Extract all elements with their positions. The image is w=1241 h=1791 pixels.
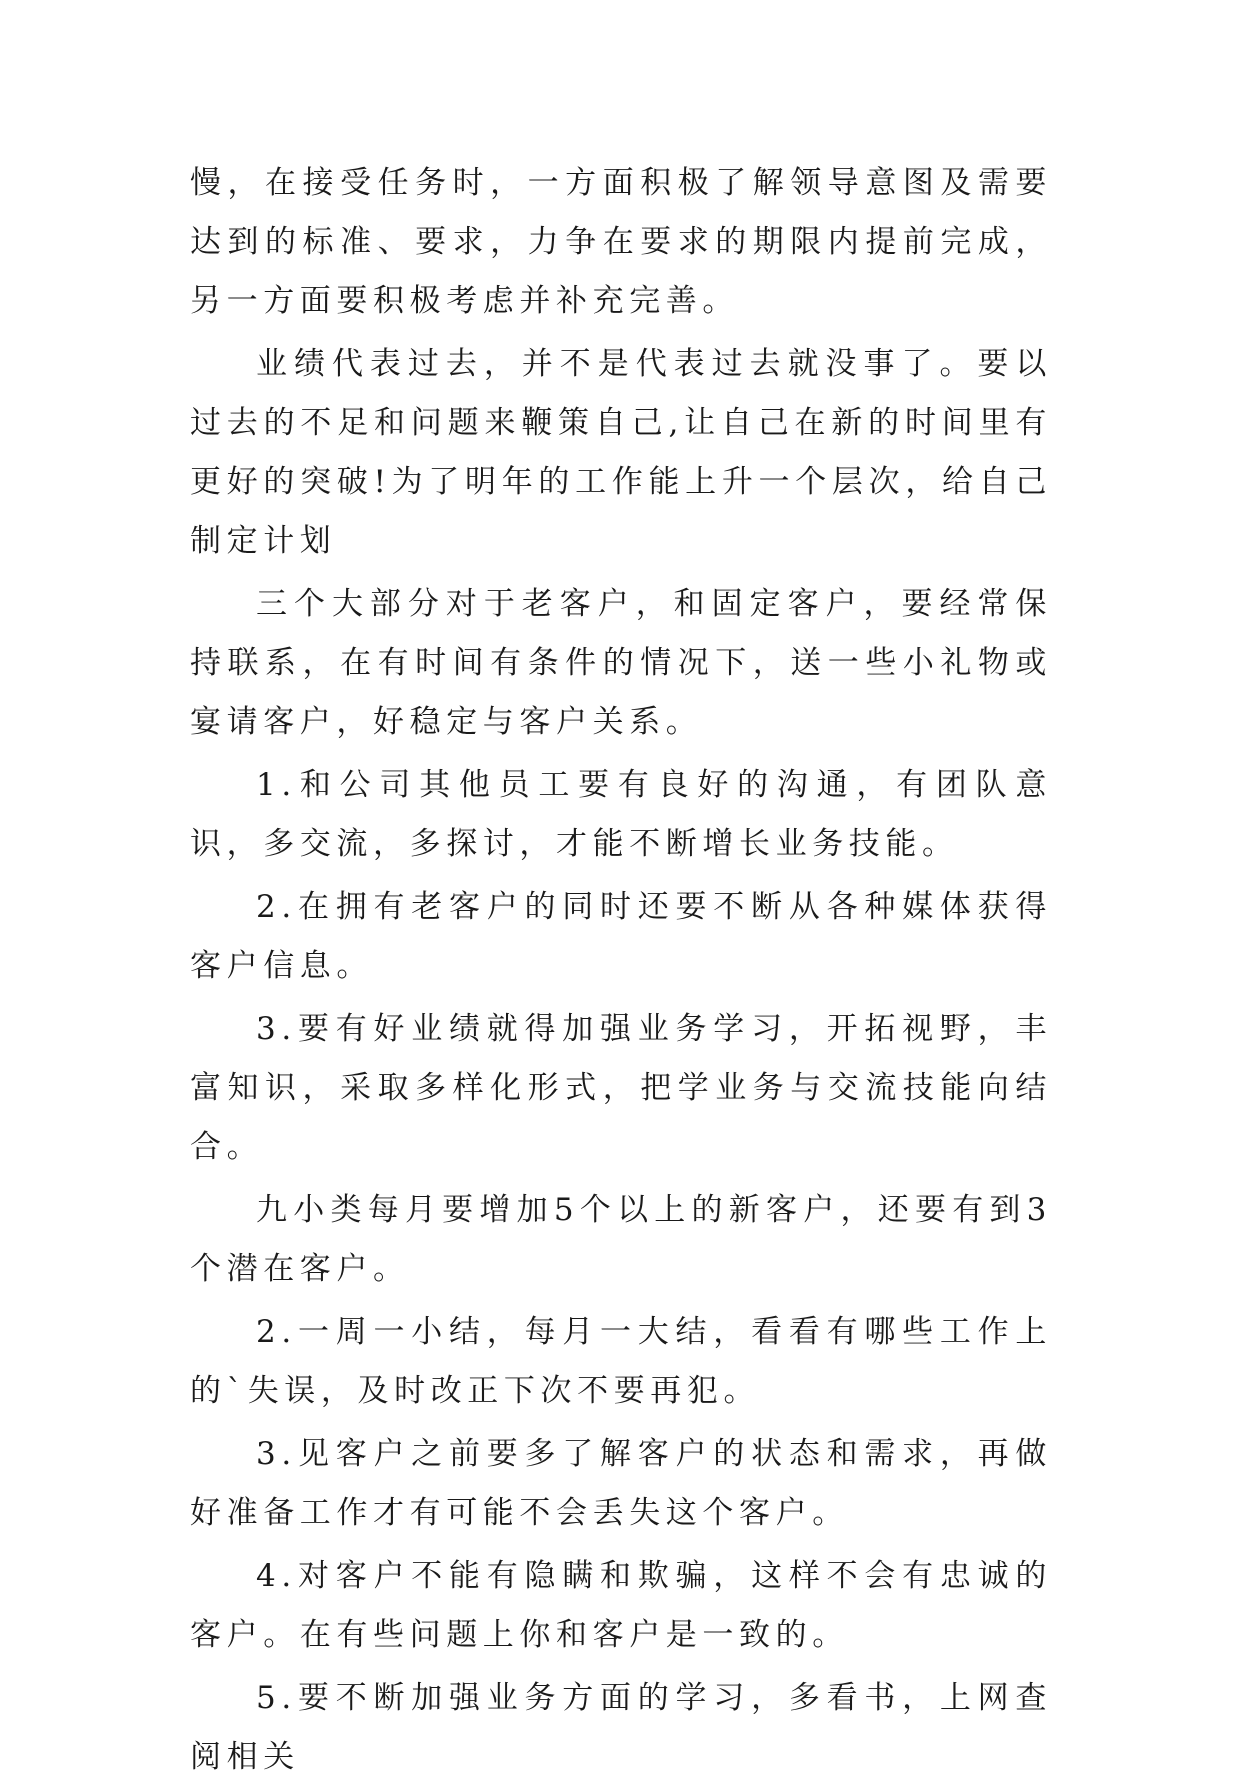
list-item: 5.要不断加强业务方面的学习，多看书，上网查阅相关 [190,1680,1052,1775]
paragraph: 三个大部分对于老客户，和固定客户，要经常保持联系，在有时间有条件的情况下，送一些小礼物或宴请客户，好稳定与客户关系。 [190,586,1052,740]
list-item: 3.要有好业绩就得加强业务学习，开拓视野，丰富知识，采取多样化形式，把学业务与交流技能向结合。 [190,1011,1052,1165]
list-item: 2.在拥有老客户的同时还要不断从各种媒体获得客户信息。 [190,889,1052,984]
paragraph: 业绩代表过去，并不是代表过去就没事了。要以过去的不足和问题来鞭策自己,让自己在新的时间里有更好的突破!为了明年的工作能上升一个层次，给自己制定计划 [190,346,1052,559]
list-item: 4.对客户不能有隐瞒和欺骗，这样不会有忠诚的客户。在有些问题上你和客户是一致的。 [190,1558,1052,1653]
list-item: 1.和公司其他员工要有良好的沟通，有团队意识，多交流，多探讨，才能不断增长业务技能。 [190,767,1052,862]
paragraph: 九小类每月要增加5个以上的新客户，还要有到3个潜在客户。 [190,1192,1052,1287]
paragraph: 慢，在接受任务时，一方面积极了解领导意图及需要达到的标准、要求，力争在要求的期限内提前完成，另一方面要积极考虑并补充完善。 [190,165,1052,319]
list-item: 3.见客户之前要多了解客户的状态和需求，再做好准备工作才有可能不会丢失这个客户。 [190,1436,1052,1531]
document-body [190,154,1052,1791]
list-item: 2.一周一小结，每月一大结，看看有哪些工作上的`失误，及时改正下次不要再犯。 [190,1314,1052,1409]
